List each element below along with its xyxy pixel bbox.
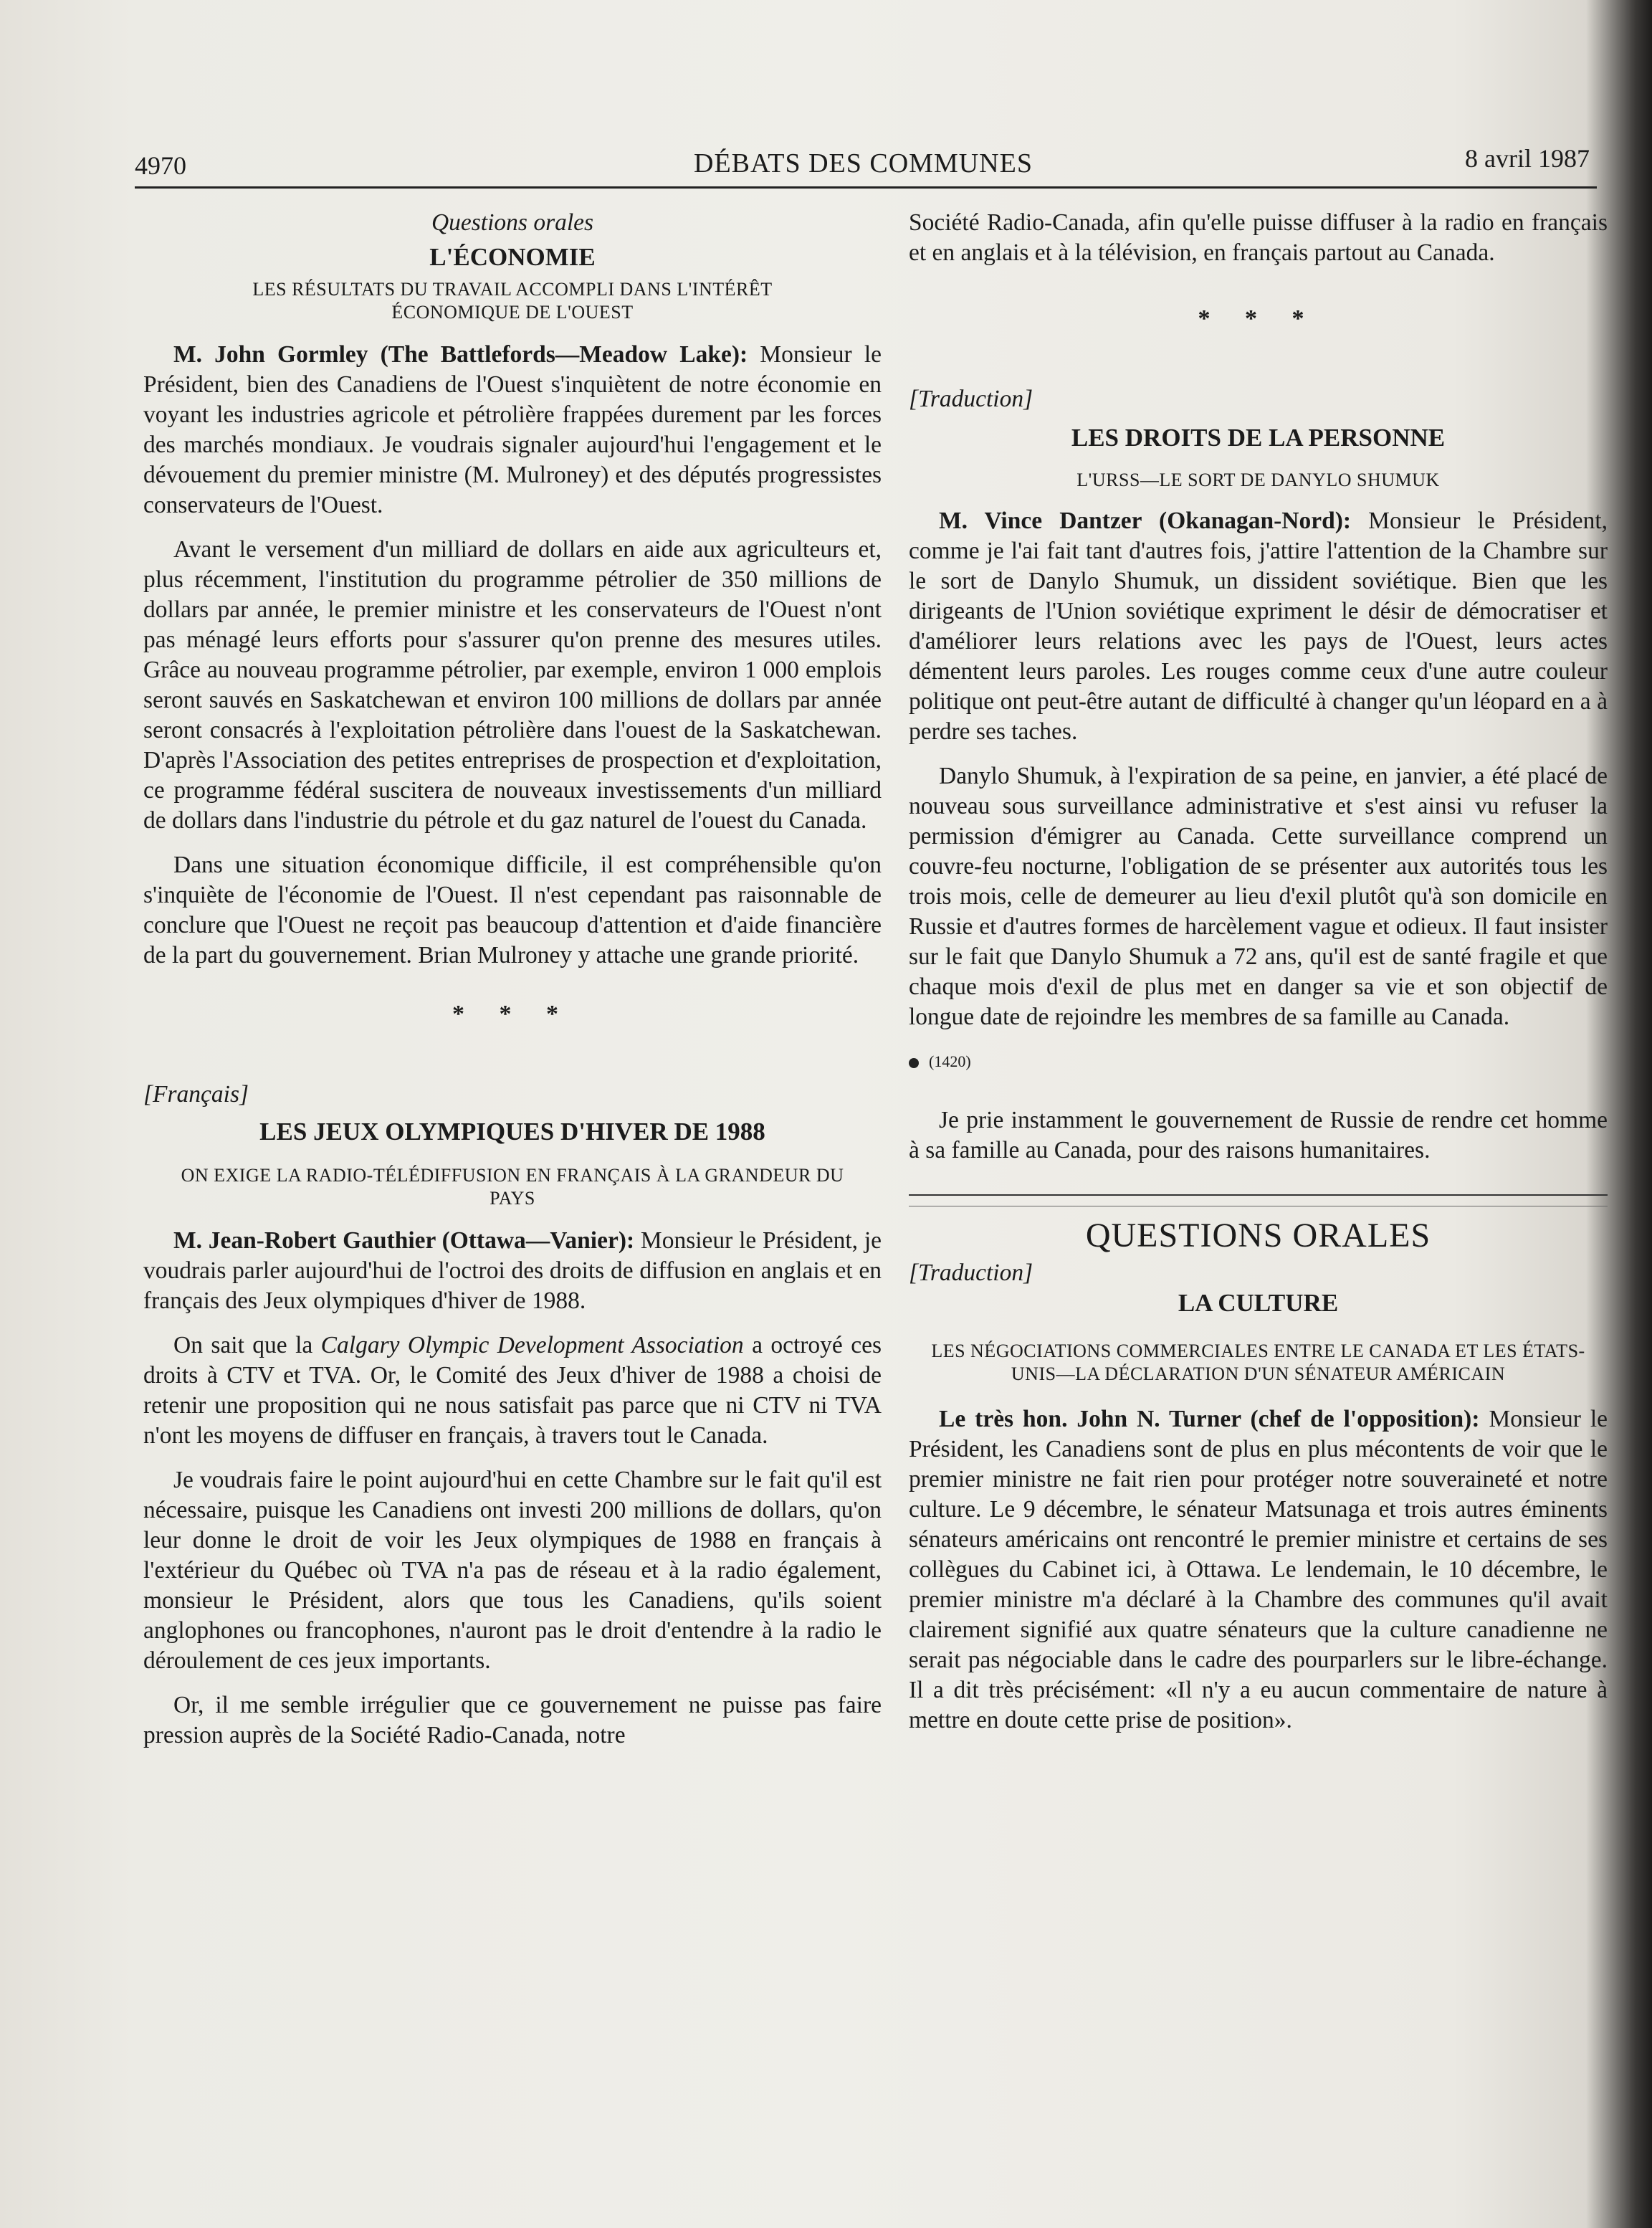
section-label: Questions orales [431,209,594,236]
language-label: [Traduction] [909,386,1033,412]
left-column [143,208,882,1765]
speaker-name: M. John Gormley (The Battlefords—Meadow Lake): [173,341,748,368]
subheading-olympics: ON EXIGE LA RADIO-TÉLÉDIFFUSION EN FRANÇAIS À LA GRANDEUR DU PAYS [181,1165,844,1209]
paragraph: M. John Gormley (The Battlefords—Meadow Lake): Monsieur le Président, bien des Canadiens de l'Ouest s'inquiètent de notre économie en voyant les industries agricole et pétrolière frappées durement par les forces des marchés mondiaux. Je voudrais signaler aujourd'hui l'engagement et le dévouement du premier ministre (M. Mulroney) et des députés progressistes conservateurs de l'Ouest. [143,341,882,518]
paragraph: Avant le versement d'un milliard de dollars en aide aux agriculteurs et, plus récemment, l'institution du programme pétrolier de 350 millions de dollars par année, le premier ministre et les conservateurs de l'Ouest n'ont pas ménagé leurs efforts pour s'assurer qu'on prenne des mesures utiles. Grâce au nouveau programme pétrolier, par exemple, environ 1 000 emplois seront sauvés en Saskatchewan et environ 100 millions de dollars par année seront consacrés à l'exploitation pétrolière dans l'ouest de la Saskatchewan. D'après l'Association des petites entreprises de prospection et d'exploitation, ce programme fédéral suscitera de nouveaux investissements d'un milliard de dollars dans l'industrie du pétrole et du gaz naturel de l'ouest du Canada. [143,536,882,834]
right-column [909,208,1608,1750]
speaker-name: M. Jean-Robert Gauthier (Ottawa—Vanier): [173,1227,635,1254]
paragraph: Dans une situation économique difficile, il est compréhensible qu'on s'inquiète de l'économie de l'Ouest. Il n'est cependant pas raisonnable de conclure que l'Ouest ne reçoit pas beaucoup d'attention et d'aide financière de la part du gouvernement. Brian Mulroney y attache une grande priorité. [143,852,882,968]
heading-olympics: LES JEUX OLYMPIQUES D'HIVER DE 1988 [259,1118,765,1146]
paragraph: Je prie instamment le gouvernement de Russie de rendre cet homme à sa famille au Canada, pour des raisons humanitaires. [909,1107,1608,1163]
paragraph: Danylo Shumuk, à l'expiration de sa peine, en janvier, a été placé de nouveau sous surveillance administrative et s'est ainsi vu refuser la permission d'émigrer au Canada. Cette surveillance comprend un couvre-feu nocturne, l'obligation de se présenter aux autorités tous les trois mois, celle de demeurer au lieu d'exil plutôt qu'à son domicile en Russie et d'autres formes de harcèlement vague et odieux. Il faut insister sur le fait que Danylo Shumuk a 72 ans, qu'il est de santé fragile et que chaque mois d'exil de plus met en danger sa vie et son objectif de longue date de rejoindre les membres de sa famille au Canada. [909,763,1608,1030]
page-header [135,143,1604,194]
speaker-name: M. Vince Dantzer (Okanagan-Nord): [939,508,1352,534]
heading-economy: L'ÉCONOMIE [429,243,596,271]
heading-culture: LA CULTURE [1178,1289,1339,1317]
section-separator: * * * [452,1001,573,1027]
heading-human-rights: LES DROITS DE LA PERSONNE [1071,424,1446,452]
paragraph: Société Radio-Canada, afin qu'elle puisse diffuser à la radio en français et en anglais et à la télévision, en français partout au Canada. [909,209,1608,266]
publication-title: DÉBATS DES COMMUNES [694,148,1033,178]
header-rule [135,186,1597,189]
subheading-economy: LES RÉSULTATS DU TRAVAIL ACCOMPLI DANS L'INTÉRÊT ÉCONOMIQUE DE L'OUEST [252,279,773,323]
paragraph: M. Jean-Robert Gauthier (Ottawa—Vanier): Monsieur le Président, je voudrais parler aujourd'hui de l'octroi des droits de diffusion en anglais et en français des Jeux olympiques d'hiver de 1988. [143,1227,882,1314]
paragraph: Je voudrais faire le point aujourd'hui en cette Chambre sur le fait qu'il est nécessaire, puisque les Canadiens ont investi 200 millions de dollars, qu'on leur donne le droit de voir les Jeux olympiques de 1988 en français à l'extérieur du Québec où TVA n'a pas de réseau et à la radio également, monsieur le Président, alors que tous les Canadiens, qu'ils soient anglophones ou francophones, n'auront pas le droit d'entendre à la radio le déroulement de ces jeux importants. [143,1467,882,1674]
paragraph: Or, il me semble irrégulier que ce gouvernement ne puisse pas faire pression auprès de la Société Radio-Canada, notre [143,1692,882,1748]
language-label: [Traduction] [909,1260,1033,1286]
section-separator: * * * [1198,305,1319,332]
page-date: 8 avril 1987 [1465,144,1590,173]
page-number: 4970 [135,151,186,180]
language-label: [Français] [143,1081,249,1108]
bullet-icon [909,1058,919,1068]
speaker-name: Le très hon. John N. Turner (chef de l'opposition): [939,1406,1480,1432]
heading-oral-questions: QUESTIONS ORALES [1085,1217,1431,1255]
time-marker: (1420) [909,1047,1608,1077]
subheading-culture: LES NÉGOCIATIONS COMMERCIALES ENTRE LE CANADA ET LES ÉTATS-UNIS—LA DÉCLARATION D'UN SÉNATEUR AMÉRICAIN [931,1341,1585,1384]
paragraph: M. Vince Dantzer (Okanagan-Nord): Monsieur le Président, comme je l'ai fait tant d'autres fois, j'attire l'attention de la Chambre sur le sort de Danylo Shumuk, un dissident soviétique. Bien que les dirigeants de l'Union soviétique expriment le désir de démocratiser et d'améliorer leurs relations avec les pays de l'Ouest, leurs actes démentent leurs paroles. Les rouges comme ceux d'une autre couleur politique ont peut-être autant de difficulté à changer qu'un léopard en a à perdre ses taches. [909,508,1608,745]
section-rule [909,1194,1608,1196]
paragraph: On sait que la Calgary Olympic Development Association a octroyé ces droits à CTV et TVA. Or, le Comité des Jeux d'hiver de 1988 a choisi de retenir une proposition qui ne nous satisfait pas parce que ni CTV ni TVA n'ont les moyens de diffuser en français, à travers tout le Canada. [143,1332,882,1449]
subheading-human-rights: L'URSS—LE SORT DE DANYLO SHUMUK [1076,470,1440,490]
paragraph: Le très hon. John N. Turner (chef de l'opposition): Monsieur le Président, les Canadiens sont de plus en plus mécontents de voir que le premier ministre ne fait rien pour protéger notre souveraineté et notre culture. Le 9 décembre, le sénateur Matsunaga et trois autres éminents sénateurs américains ont rencontré le premier ministre et certains de ses collègues du Cabinet ici, à Ottawa. Le lendemain, le 10 décembre, le premier ministre m'a déclaré à la Chambre des communes qu'il avait clairement signifié aux quatre sénateurs que la culture canadienne ne serait pas négociable dans le cadre des pourparlers sur le libre-échange. Il a dit très précisément: «Il n'y a eu aucun commentaire de nature à mettre en doute cette prise de position». [909,1406,1608,1733]
